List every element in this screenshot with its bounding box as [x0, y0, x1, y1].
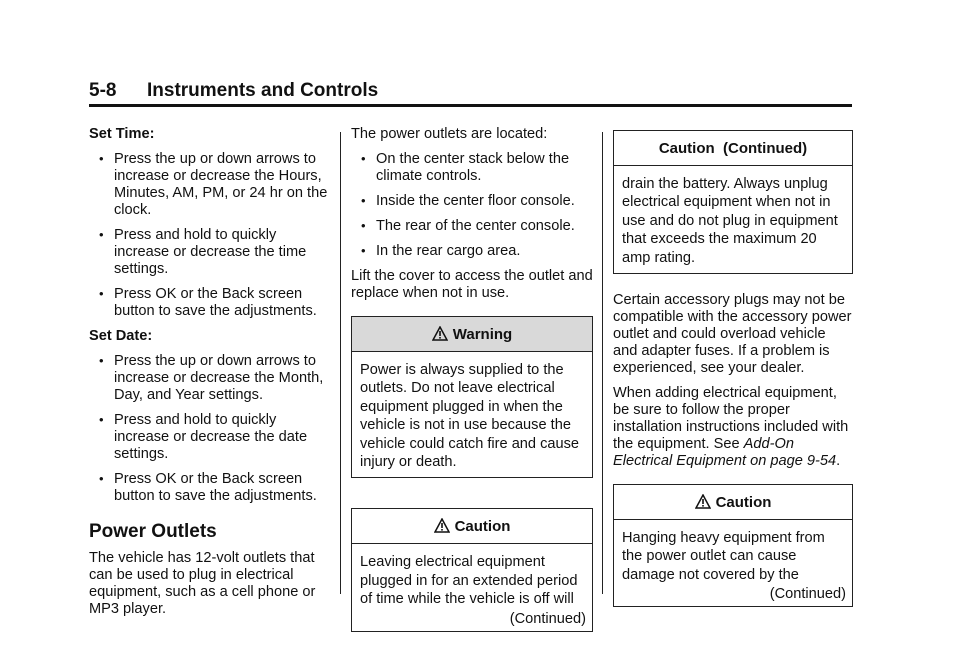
bullet-icon: •: [361, 193, 366, 208]
warning-header: [352, 317, 592, 352]
set-date-list: [89, 353, 329, 505]
adding-equipment-period: .: [836, 453, 841, 470]
caution-box: [351, 508, 593, 631]
list-item: [89, 353, 329, 404]
set-date-heading: Set Date:: [89, 328, 153, 344]
caution-continued-box: [613, 130, 853, 274]
bullet-icon: •: [99, 412, 104, 427]
list-item: [89, 227, 329, 278]
list-item-text: Inside the center floor console.: [376, 193, 575, 209]
page-header: [89, 80, 852, 104]
list-item-text: Press and hold to quickly increase or decrease the time settings.: [114, 227, 307, 277]
warning-triangle-icon: [434, 518, 450, 533]
list-item: [89, 412, 329, 463]
list-item: [351, 218, 593, 235]
continued-label: (Continued): [769, 586, 846, 603]
list-item: [89, 286, 329, 320]
list-item-text: In the rear cargo area.: [376, 243, 521, 259]
column-middle: [351, 126, 593, 648]
caution-continued-header: Caution (Continued): [614, 131, 852, 166]
list-item-text: The rear of the center console.: [376, 218, 575, 234]
set-time-heading: Set Time:: [89, 126, 155, 142]
compatibility-text: Certain accessory plugs may not be compatible with the accessory power outlet and could overload vehicle and adapter fuses. If a problem is experienced, see your dealer.: [613, 292, 852, 377]
bullet-icon: •: [99, 353, 104, 368]
caution-text: Hanging heavy equipment from the power outlet can cause damage not covered by the: [622, 530, 825, 583]
list-item: [351, 243, 593, 260]
list-item-text: Press and hold to quickly increase or decrease the date settings.: [114, 412, 308, 462]
column-divider: [340, 132, 341, 594]
caution-title: Caution: [715, 494, 772, 512]
warning-triangle-icon: [432, 326, 448, 341]
header-rule: [89, 104, 852, 107]
warning-text: Power is always supplied to the outlets. Do not leave electrical equipment plugged in when the vehicle is not in use because the vehicle could catch fire and cause injury or death.: [360, 362, 580, 471]
warning-title: Warning: [452, 326, 513, 343]
list-item: [89, 151, 329, 219]
list-item-text: Press OK or the Back screen button to save the adjustments.: [114, 286, 317, 319]
adding-equipment-text: [613, 385, 853, 470]
caution-header: [614, 485, 852, 520]
warning-triangle-icon: [695, 494, 711, 509]
column-right: [613, 130, 853, 623]
outlets-intro: The power outlets are located:: [351, 126, 548, 142]
list-item-text: On the center stack below the climate controls.: [376, 151, 570, 184]
bullet-icon: •: [361, 151, 366, 166]
chapter-title: Instruments and Controls: [147, 80, 379, 101]
list-item: [89, 471, 329, 505]
power-outlets-text: The vehicle has 12-volt outlets that can be used to plug in electrical equipment, such as a cell phone or MP3 player.: [89, 550, 316, 617]
bullet-icon: •: [99, 286, 104, 301]
caution-box-2: [613, 484, 853, 607]
bullet-icon: •: [99, 227, 104, 242]
bullet-icon: •: [361, 218, 366, 233]
column-divider: [602, 132, 603, 594]
caution-text: Leaving electrical equipment plugged in for an extended period of time while the vehicle is off will: [360, 554, 578, 608]
set-time-list: [89, 151, 329, 320]
outlet-locations-list: [351, 151, 593, 260]
warning-box: [351, 316, 593, 478]
list-item-text: Press the up or down arrows to increase or decrease the Month, Day, and Year settings.: [114, 353, 324, 403]
continued-label: (Continued): [509, 610, 586, 627]
caution-continued-text: drain the battery. Always unplug electrical equipment when not in use and do not plug in equipment that exceeds the maximum 20 amp rating.: [622, 176, 838, 266]
lift-cover-text: Lift the cover to access the outlet and replace when not in use.: [351, 268, 593, 301]
adding-equipment-sentence: When adding electrical equipment, be sure to follow the proper installation instructions included with the equipment. See: [613, 385, 849, 453]
caution-title: Caution: [454, 518, 511, 536]
list-item: [351, 193, 593, 210]
caution-header: [352, 509, 592, 544]
section-number: 5-8: [89, 80, 117, 101]
add-on-equipment-link[interactable]: Add-On Electrical Equipment on page 9-54: [613, 436, 837, 470]
power-outlets-heading: Power Outlets: [89, 521, 217, 542]
list-item-text: Press the up or down arrows to increase or decrease the Hours, Minutes, AM, PM, or 24 hr on the clock.: [114, 151, 328, 218]
list-item: [351, 151, 593, 185]
list-item-text: Press OK or the Back screen button to save the adjustments.: [114, 471, 317, 504]
column-left: [89, 126, 329, 626]
bullet-icon: •: [99, 471, 104, 486]
bullet-icon: •: [361, 243, 366, 258]
bullet-icon: •: [99, 151, 104, 166]
